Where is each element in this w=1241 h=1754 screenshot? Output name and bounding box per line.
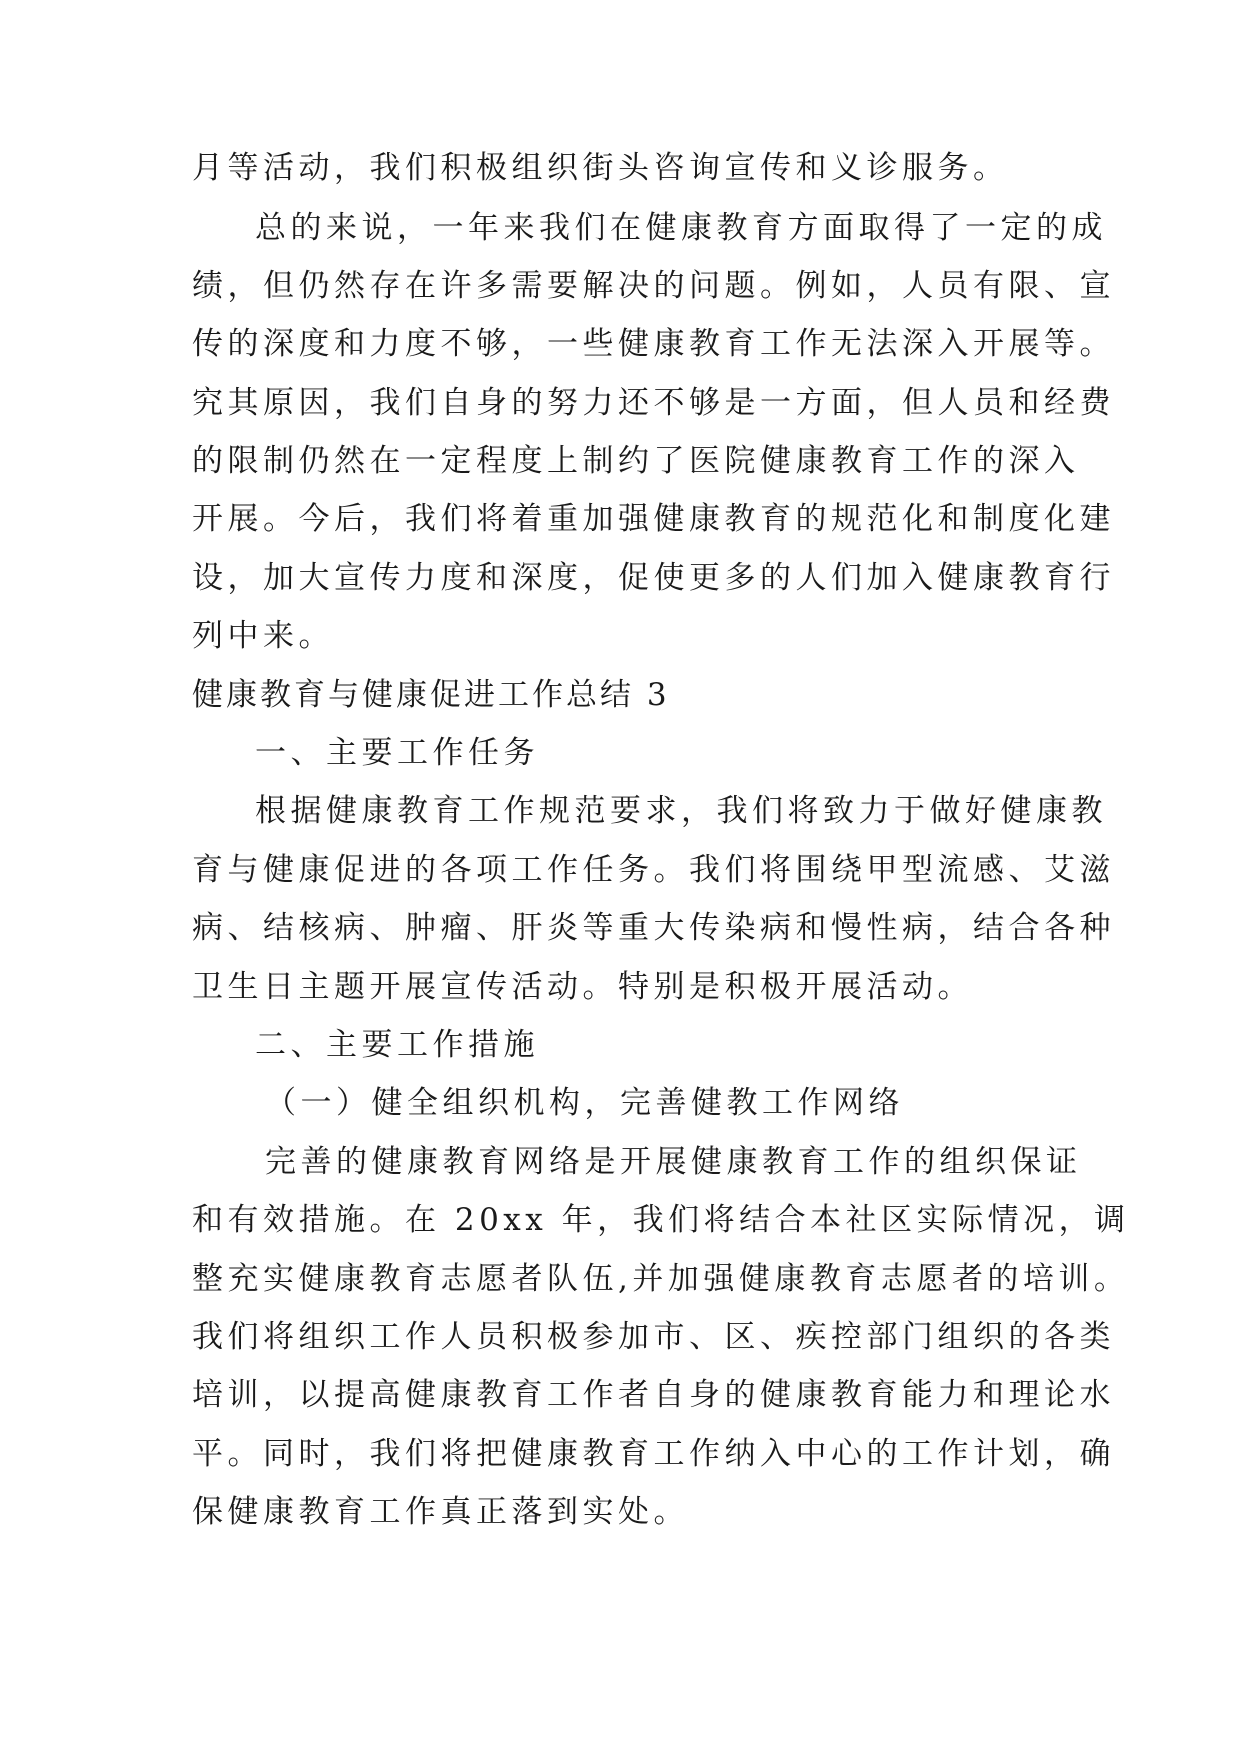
paragraph-line: 传的深度和力度不够，一些健康教育工作无法深入开展等。 <box>192 326 1115 362</box>
section-heading: 一、主要工作任务 <box>255 735 539 771</box>
paragraph-line: 培训，以提高健康教育工作者自身的健康教育能力和理论水 <box>192 1377 1115 1413</box>
paragraph-line: 整充实健康教育志愿者队伍,并加强健康教育志愿者的培训。 <box>192 1261 1130 1297</box>
paragraph-line: 根据健康教育工作规范要求，我们将致力于做好健康教 <box>255 793 1107 829</box>
paragraph-line: 保健康教育工作真正落到实处。 <box>192 1494 689 1530</box>
subsection-heading: （一）健全组织机构，完善健教工作网络 <box>265 1085 904 1121</box>
paragraph-line: 月等活动，我们积极组织街头咨询宣传和义诊服务。 <box>192 150 1009 186</box>
section-heading: 二、主要工作措施 <box>255 1027 539 1063</box>
paragraph-line: 开展。今后，我们将着重加强健康教育的规范化和制度化建 <box>192 501 1115 537</box>
paragraph-line: 育与健康促进的各项工作任务。我们将围绕甲型流感、艾滋 <box>192 852 1115 888</box>
section-title: 健康教育与健康促进工作总结 3 <box>192 677 670 713</box>
paragraph-line: 的限制仍然在一定程度上制约了医院健康教育工作的深入 <box>192 443 1080 479</box>
paragraph-line: 绩，但仍然存在许多需要解决的问题。例如，人员有限、宣 <box>192 268 1115 304</box>
paragraph-line: 和有效措施。在 20xx 年，我们将结合本社区实际情况，调 <box>192 1202 1130 1238</box>
paragraph-line: 完善的健康教育网络是开展健康教育工作的组织保证 <box>265 1144 1082 1180</box>
paragraph-line: 究其原因，我们自身的努力还不够是一方面，但人员和经费 <box>192 385 1115 421</box>
paragraph-line: 卫生日主题开展宣传活动。特别是积极开展活动。 <box>192 969 973 1005</box>
paragraph-line: 列中来。 <box>192 618 334 654</box>
paragraph-line: 设，加大宣传力度和深度，促使更多的人们加入健康教育行 <box>192 560 1115 596</box>
paragraph-line: 总的来说，一年来我们在健康教育方面取得了一定的成 <box>255 210 1107 246</box>
paragraph-line: 病、结核病、肿瘤、肝炎等重大传染病和慢性病，结合各种 <box>192 910 1115 946</box>
paragraph-line: 我们将组织工作人员积极参加市、区、疾控部门组织的各类 <box>192 1319 1115 1355</box>
paragraph-line: 平。同时，我们将把健康教育工作纳入中心的工作计划，确 <box>192 1436 1115 1472</box>
